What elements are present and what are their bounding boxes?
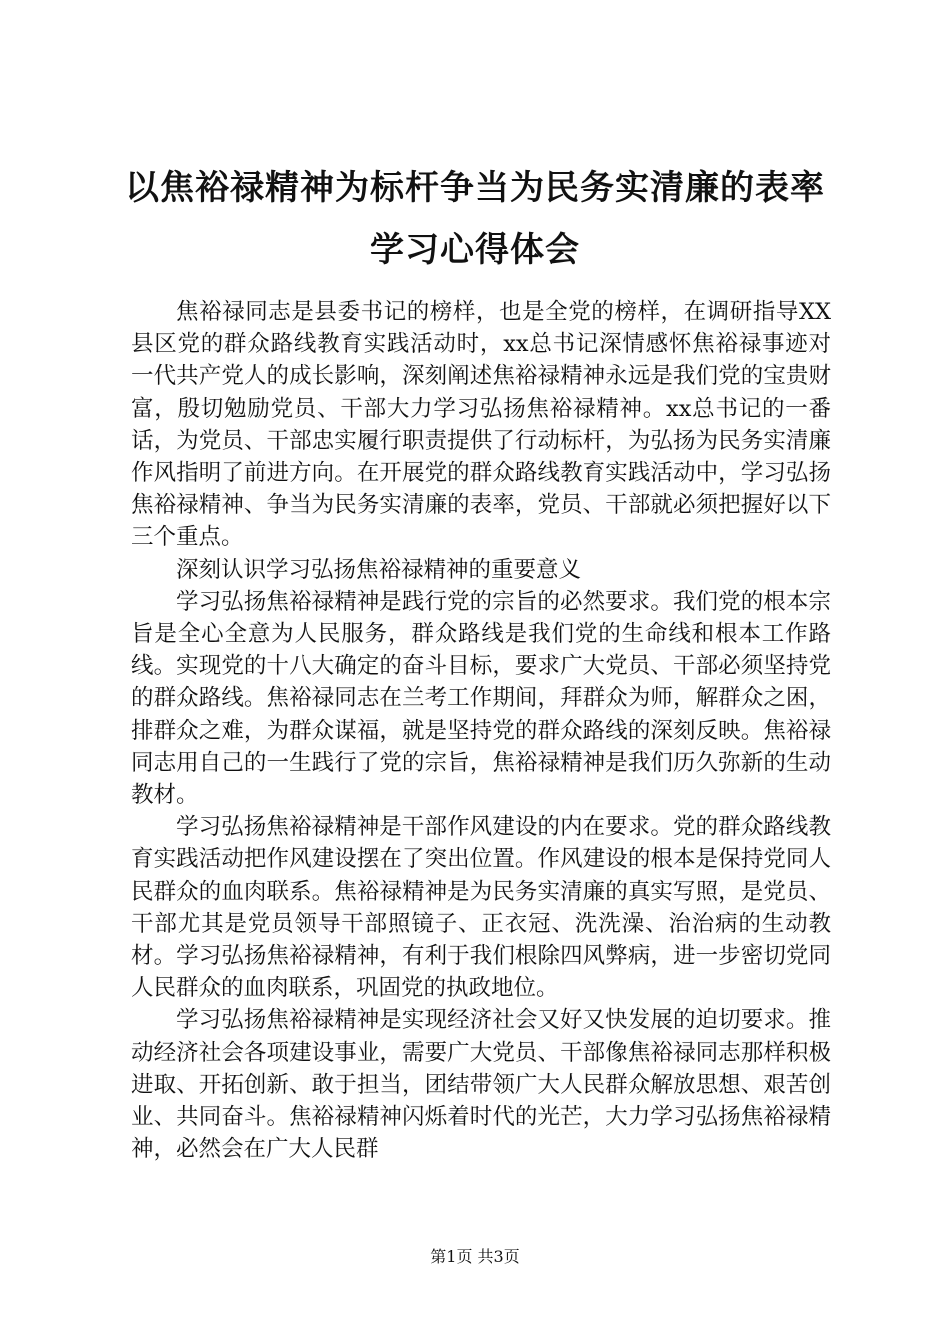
paragraph-development: 学习弘扬焦裕禄精神是实现经济社会又好又快发展的迫切要求。推动经济社会各项建设事业，需要广大党员、干部像焦裕禄同志那样积极进取、开拓创新、敢于担当，团结带领广大人民群众解放思想、艰苦创业、共同奋斗。焦裕禄精神闪烁着时代的光芒，大力学习弘扬焦裕禄精神，必然会在广大人民群 xyxy=(131,1007,831,1163)
paragraph-style: 学习弘扬焦裕禄精神是干部作风建设的内在要求。党的群众路线教育实践活动把作风建设摆在了突出位置。作风建设的根本是保持党同人民群众的血肉联系。焦裕禄精神是为民务实清廉的真实写照，是党员、干部尤其是党员领导干部照镜子、正衣冠、洗洗澡、治治病的生动教材。学习弘扬焦裕禄精神，有利于我们根除四风弊病，进一步密切党同人民群众的血肉联系，巩固党的执政地位。 xyxy=(131,814,831,1002)
paragraph-purpose: 学习弘扬焦裕禄精神是践行党的宗旨的必然要求。我们党的根本宗旨是全心全意为人民服务，群众路线是我们党的生命线和根本工作路线。实现党的十八大确定的奋斗目标，要求广大党员、干部必须坚持党的群众路线。焦裕禄同志在兰考工作期间，拜群众为师，解群众之困，排群众之难，为群众谋福，就是坚持党的群众路线的深刻反映。焦裕禄同志用自己的一生践行了党的宗旨，焦裕禄精神是我们历久弥新的生动教材。 xyxy=(131,588,831,809)
document-title-line-2: 学习心得体会 xyxy=(370,230,580,270)
section-heading: 深刻认识学习弘扬焦裕禄精神的重要意义 xyxy=(176,556,582,583)
page-footer: 第1页 共3页 xyxy=(430,1247,520,1266)
document-title-line-1: 以焦裕禄精神为标杆争当为民务实清廉的表率 xyxy=(125,168,825,208)
document-body xyxy=(131,296,831,1165)
paragraph-intro: 焦裕禄同志是县委书记的榜样，也是全党的榜样，在调研指导XX县区党的群众路线教育实践活动时，xx总书记深情感怀焦裕禄事迹对一代共产党人的成长影响，深刻阐述焦裕禄精神永远是我们党的宝贵财富，殷切勉励党员、干部大力学习弘扬焦裕禄精神。xx总书记的一番话，为党员、干部忠实履行职责提供了行动标杆，为弘扬为民务实清廉作风指明了前进方向。在开展党的群众路线教育实践活动中，学习弘扬焦裕禄精神、争当为民务实清廉的表率，党员、干部就必须把握好以下三个重点。 xyxy=(131,299,831,551)
